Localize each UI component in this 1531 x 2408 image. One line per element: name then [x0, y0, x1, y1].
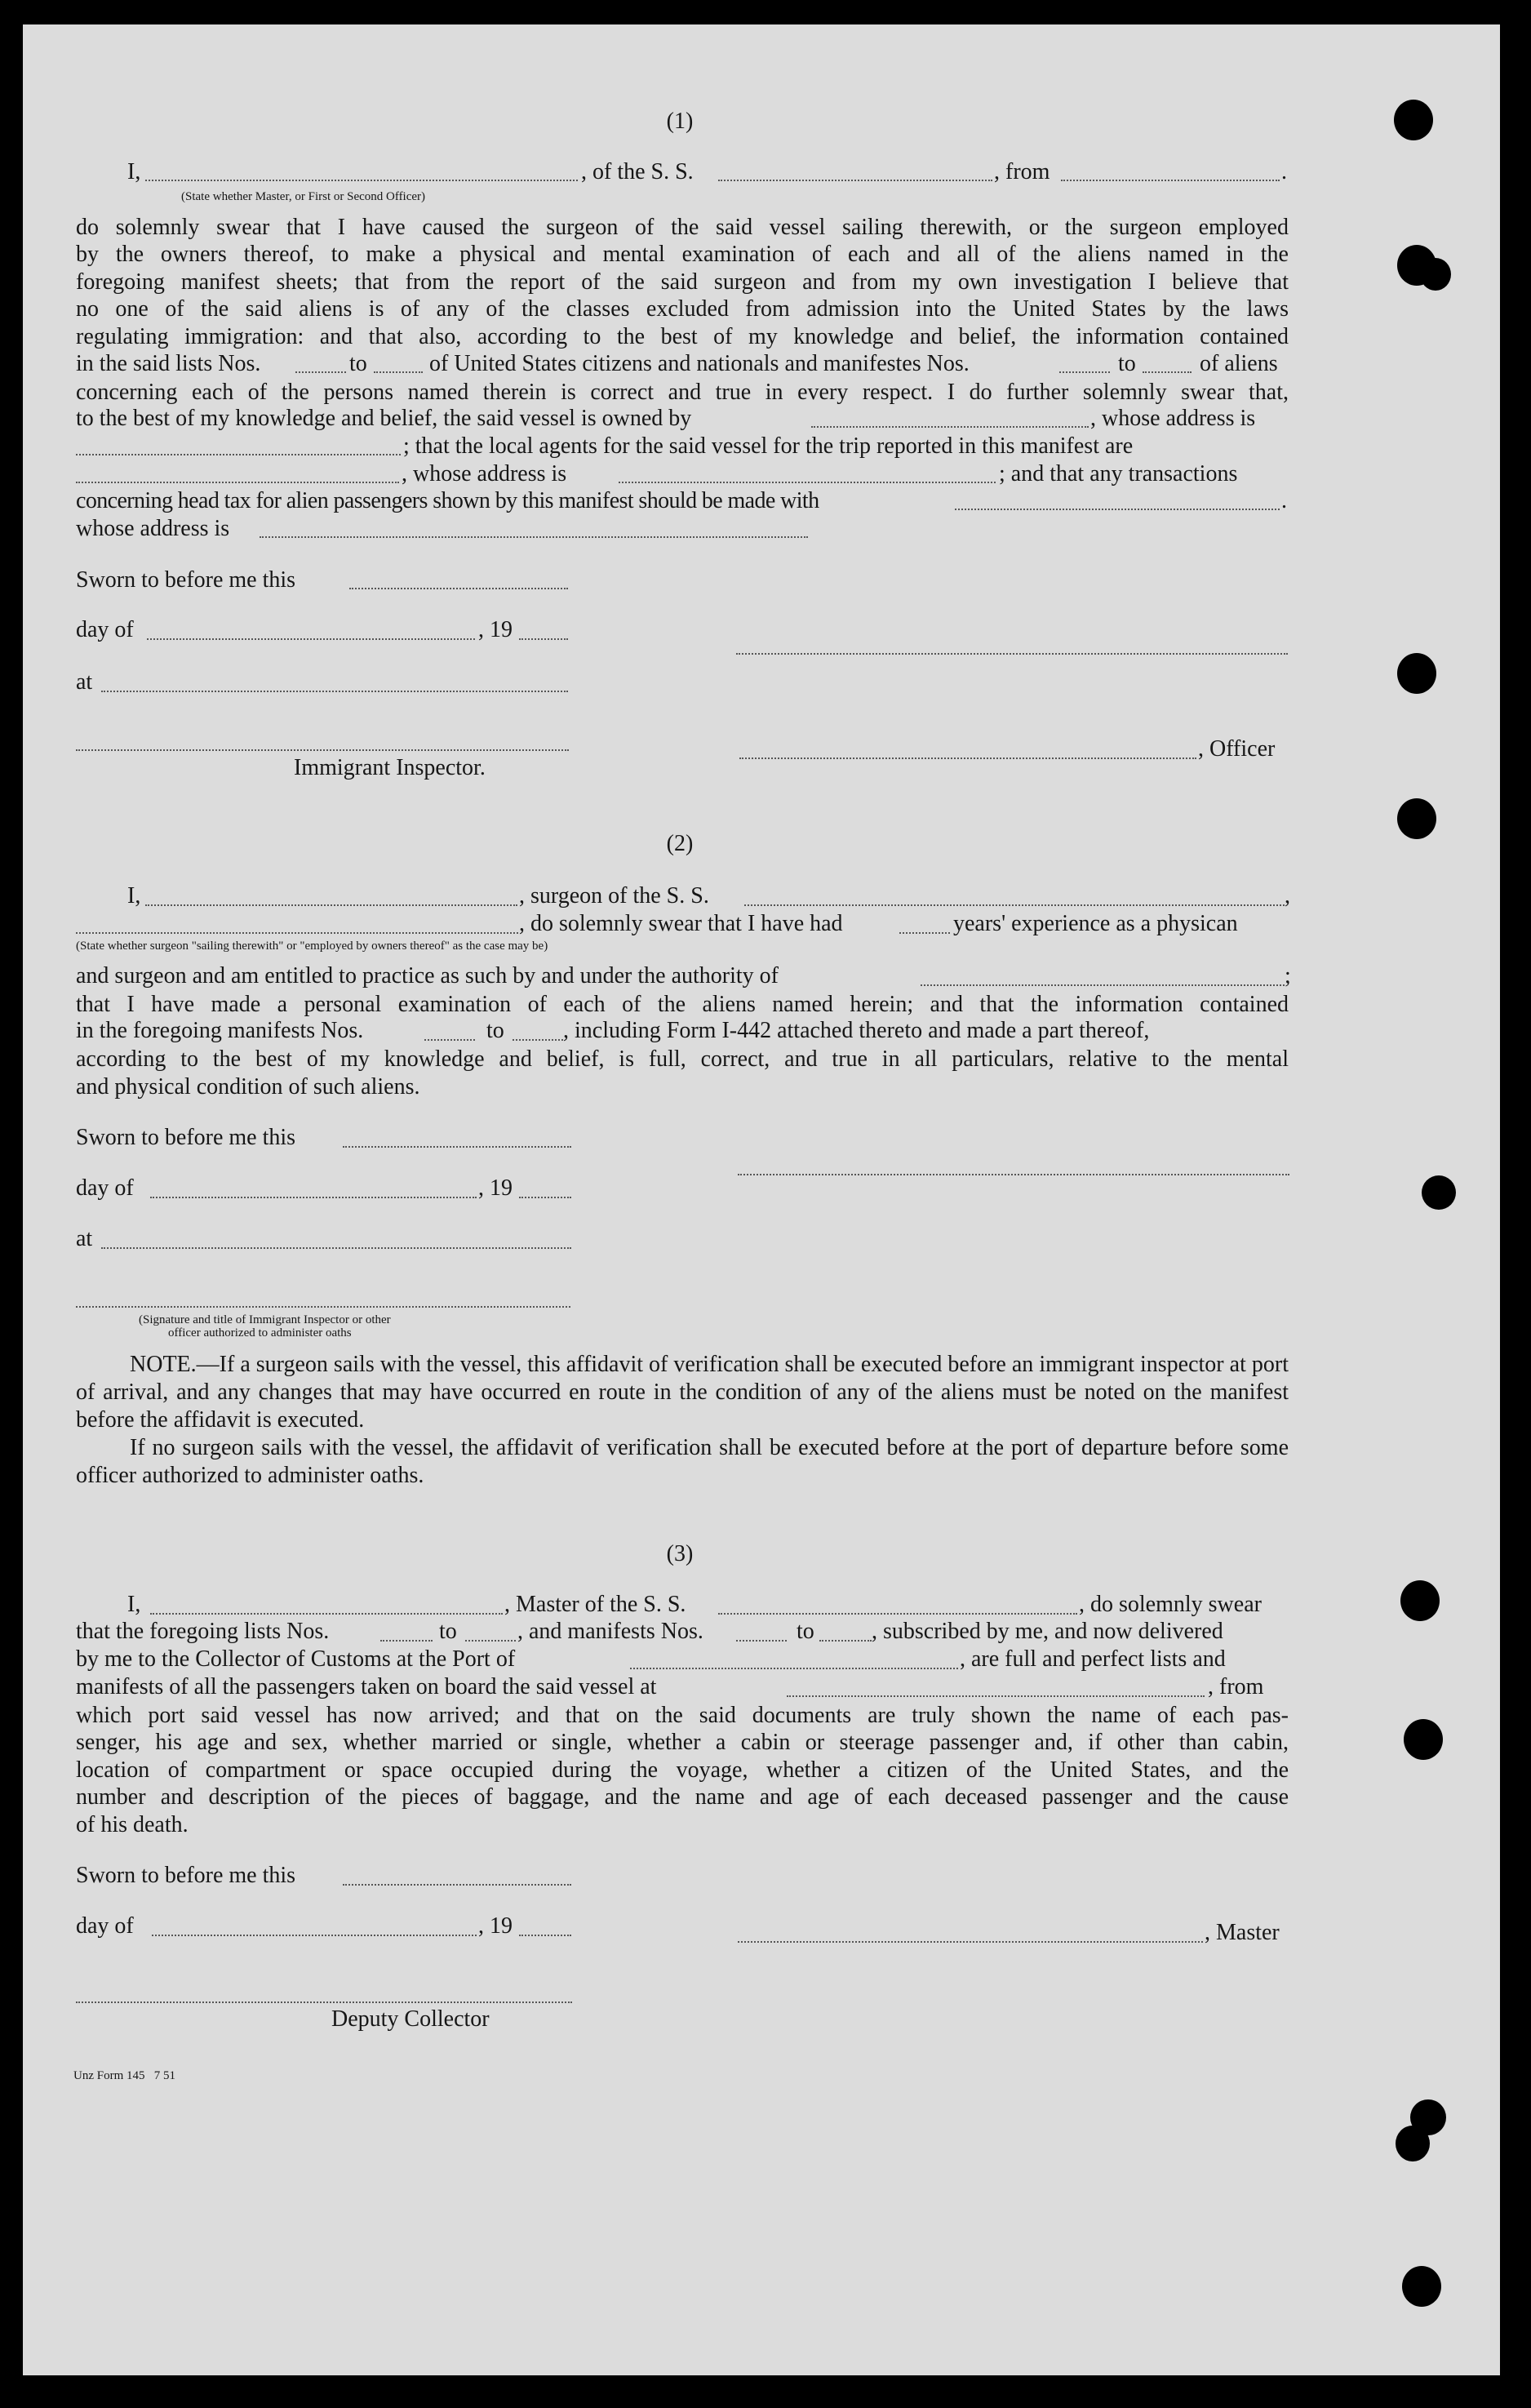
- year-label: , 19: [478, 1175, 513, 1201]
- sec2-manifest-from-field[interactable]: [424, 1039, 475, 1041]
- inspector-signature-line[interactable]: [76, 749, 569, 751]
- punch-hole: [1397, 798, 1436, 839]
- year-label: , 19: [478, 1913, 513, 1939]
- whose-address-label-2: whose address is: [76, 516, 230, 541]
- signature-note-2: officer authorized to administer oaths: [168, 1326, 352, 1340]
- master-label: , Master: [1205, 1920, 1280, 1945]
- note-paragraph-1: NOTE.—If a surgeon sails with the vessel, this affidavit of verification shall be executed before an immigrant inspector at port of arrival, and any changes that may have occurred en route in the condition of any of the aliens must be noted on the manifest before the affidavit is executed.: [76, 1352, 1289, 1433]
- officer-signature-line[interactable]: [736, 653, 1288, 655]
- lists-nos-label: in the said lists Nos.: [76, 351, 261, 376]
- officer-title-field[interactable]: [145, 180, 578, 181]
- at-place-field[interactable]: [101, 1247, 571, 1249]
- sec3-line-6: senger, his age and sex, whether married or single, whether a cabin or steerage passenger and, if other than cabin,: [76, 1730, 1289, 1755]
- authority-label: and surgeon and am entitled to practice as such by and under the authority of: [76, 963, 779, 989]
- punch-hole: [1402, 2266, 1441, 2307]
- form-id: Unz Form 145 7 51: [73, 2069, 175, 2082]
- comma: ,: [1285, 883, 1290, 909]
- sworn-label: Sworn to before me this: [76, 567, 296, 593]
- subscribed-label: , subscribed by me, and now delivered: [872, 1619, 1223, 1644]
- from-label: , from: [1208, 1674, 1264, 1699]
- officer-name-line[interactable]: [739, 757, 1196, 759]
- sec1-line-2: by the owners thereof, to make a physical and mental examination of each and all of the aliens named in the: [76, 242, 1289, 267]
- sec2-manifest-to-field[interactable]: [513, 1039, 563, 1041]
- punch-hole: [1420, 258, 1451, 291]
- from-port-field[interactable]: [1061, 180, 1280, 181]
- master-name-field[interactable]: [150, 1613, 503, 1615]
- surgeon-of-ss-label: , surgeon of the S. S.: [519, 883, 709, 909]
- agents-address-label: , whose address is: [402, 461, 567, 486]
- surgeon-vessel-field[interactable]: [744, 904, 1285, 906]
- manifests-nos-to-field[interactable]: [1143, 371, 1192, 373]
- surgeon-swear-label: , do solemnly swear that I have had: [519, 911, 843, 936]
- period: .: [1281, 159, 1287, 184]
- section-2-number: (2): [666, 831, 694, 856]
- transactions-label: ; and that any transactions: [999, 461, 1238, 486]
- to-label: to: [349, 351, 367, 376]
- sec3-lists-to-field[interactable]: [465, 1640, 516, 1642]
- lists-nos-to-field[interactable]: [374, 371, 423, 373]
- sec1-line-7: concerning each of the persons named therein is correct and true in every respect. I do further solemnly swear that,: [76, 380, 1289, 405]
- from-label: , from: [994, 159, 1050, 184]
- officer-title-note: (State whether Master, or First or Second Officer): [181, 190, 426, 203]
- at-label: at: [76, 1226, 93, 1251]
- of-aliens-label: of aliens: [1200, 351, 1278, 376]
- surgeon-type-field[interactable]: [76, 932, 518, 934]
- manifests-nos-from-field[interactable]: [1059, 371, 1110, 373]
- to-label: to: [797, 1619, 814, 1644]
- year-field[interactable]: [519, 1197, 571, 1198]
- immigrant-inspector-label: Immigrant Inspector.: [294, 755, 486, 780]
- section-1-i-label: I,: [127, 159, 141, 184]
- owner-address-field[interactable]: [76, 454, 401, 455]
- whose-address-label: , whose address is: [1090, 406, 1256, 431]
- punch-hole: [1404, 1719, 1443, 1760]
- sec1-line-1: do solemnly swear that I have caused the surgeon of the said vessel sailing therewith, or the surgeon employed: [76, 215, 1289, 240]
- collector-signature-line[interactable]: [76, 2001, 572, 2003]
- surgeon-signature-line[interactable]: [738, 1174, 1289, 1175]
- taken-on-board-label: manifests of all the passengers taken on board the said vessel at: [76, 1674, 657, 1699]
- surgeon-name-field[interactable]: [145, 904, 517, 906]
- section-1-number: (1): [666, 109, 694, 134]
- foregoing-lists-label: that the foregoing lists Nos.: [76, 1619, 330, 1644]
- master-signature-line[interactable]: [738, 1941, 1203, 1943]
- to-label: to: [1118, 351, 1136, 376]
- deputy-collector-label: Deputy Collector: [331, 2006, 490, 2032]
- at-label: at: [76, 669, 93, 695]
- signature-note-1: (Signature and title of Immigrant Inspector or other: [139, 1313, 391, 1326]
- agents-address-field[interactable]: [619, 482, 996, 483]
- sworn-date-field[interactable]: [343, 1146, 571, 1148]
- citizens-manifests-label: of United States citizens and nationals and manifestes Nos.: [429, 351, 970, 376]
- sworn-date-field[interactable]: [349, 588, 568, 589]
- sec1-line-3: foregoing manifest sheets; that from the report of the said surgeon and from my own investigation I believe that: [76, 269, 1289, 295]
- inspector-signature-line[interactable]: [76, 1306, 570, 1308]
- punch-hole: [1396, 2126, 1430, 2161]
- year-label: , 19: [478, 617, 513, 642]
- sec1-line-4: no one of the said aliens is of any of the classes excluded from admission into the United States by the laws: [76, 296, 1289, 322]
- head-tax-address-field[interactable]: [260, 536, 808, 538]
- master-swear-label: , do solemnly swear: [1079, 1592, 1262, 1617]
- sec1-line-5: regulating immigration: and that also, according to the best of my knowledge and belief, the information contained: [76, 324, 1289, 349]
- foregoing-manifests-label: in the foregoing manifests Nos.: [76, 1018, 364, 1043]
- authority-field[interactable]: [921, 984, 1285, 986]
- to-label: to: [486, 1018, 504, 1043]
- sec2-line-4: that I have made a personal examination of each of the aliens named herein; and that the information contained: [76, 992, 1289, 1017]
- full-perfect-label: , are full and perfect lists and: [960, 1646, 1226, 1672]
- form-i442-label: , including Form I-442 attached thereto and made a part thereof,: [563, 1018, 1150, 1043]
- sec3-line-9: of his death.: [76, 1812, 189, 1837]
- sec3-line-8: number and description of the pieces of baggage, and the name and age of each deceased passenger and the cause: [76, 1784, 1289, 1810]
- vessel-name-field[interactable]: [718, 180, 992, 181]
- master-of-ss-label: , Master of the S. S.: [504, 1592, 686, 1617]
- surgeon-type-note: (State whether surgeon "sailing therewith" or "employed by owners thereof" as the case may be): [76, 940, 548, 953]
- years-experience-field[interactable]: [899, 932, 950, 934]
- collector-port-label: by me to the Collector of Customs at the Port of: [76, 1646, 516, 1672]
- and-manifests-label: , and manifests Nos.: [517, 1619, 703, 1644]
- year-field[interactable]: [519, 1935, 571, 1936]
- day-of-label: day of: [76, 1913, 134, 1939]
- owner-field[interactable]: [811, 426, 1089, 428]
- section-3-number: (3): [666, 1541, 694, 1566]
- owned-by-label: to the best of my knowledge and belief, the said vessel is owned by: [76, 406, 692, 431]
- day-of-label: day of: [76, 1175, 134, 1201]
- local-agents-field[interactable]: [76, 482, 399, 483]
- sec3-manifests-to-field[interactable]: [819, 1640, 872, 1642]
- of-ss-label: , of the S. S.: [581, 159, 694, 184]
- master-vessel-field[interactable]: [718, 1613, 1077, 1615]
- punch-hole: [1400, 1580, 1440, 1621]
- form-page: [23, 24, 1500, 2375]
- month-field[interactable]: [150, 1197, 477, 1198]
- section-2-i-label: I,: [127, 883, 141, 909]
- note-paragraph-2: If no surgeon sails with the vessel, the affidavit of verification shall be executed before at the port of departure before some officer authorized to administer oaths.: [76, 1435, 1289, 1488]
- head-tax-label: concerning head tax for alien passengers shown by this manifest should be made with: [76, 488, 819, 513]
- period: .: [1281, 488, 1287, 513]
- officer-label: , Officer: [1198, 736, 1276, 762]
- punch-hole: [1394, 100, 1433, 140]
- day-of-label: day of: [76, 617, 134, 642]
- sec3-line-5: which port said vessel has now arrived; and that on the said documents are truly shown the name of each pas-: [76, 1703, 1289, 1728]
- lists-nos-from-field[interactable]: [295, 371, 346, 373]
- sworn-date-field[interactable]: [343, 1884, 571, 1886]
- sec2-line-6: according to the best of my knowledge and belief, is full, correct, and true in all particulars, relative to the mental: [76, 1046, 1289, 1072]
- local-agents-label: ; that the local agents for the said vessel for the trip reported in this manifest are: [403, 433, 1134, 459]
- year-field[interactable]: [519, 638, 568, 640]
- month-field[interactable]: [152, 1935, 477, 1936]
- month-field[interactable]: [147, 638, 475, 640]
- punch-hole: [1422, 1175, 1456, 1210]
- port-of-arrival-field[interactable]: [630, 1668, 958, 1669]
- sec3-manifests-from-field[interactable]: [736, 1640, 787, 1642]
- sworn-label: Sworn to before me this: [76, 1863, 296, 1888]
- at-place-field[interactable]: [101, 691, 568, 692]
- head-tax-party-field[interactable]: [955, 509, 1280, 510]
- sec2-line-7: and physical condition of such aliens.: [76, 1074, 420, 1100]
- port-of-departure-field[interactable]: [787, 1695, 1205, 1697]
- semicolon: ;: [1285, 963, 1291, 989]
- section-3-i-label: I,: [127, 1592, 141, 1617]
- sec3-lists-from-field[interactable]: [380, 1640, 433, 1642]
- years-experience-label: years' experience as a physican: [953, 911, 1238, 936]
- to-label: to: [439, 1619, 457, 1644]
- sworn-label: Sworn to before me this: [76, 1125, 296, 1150]
- sec3-line-7: location of compartment or space occupied during the voyage, whether a citizen of the United States, and the: [76, 1757, 1289, 1783]
- punch-hole: [1397, 653, 1436, 694]
